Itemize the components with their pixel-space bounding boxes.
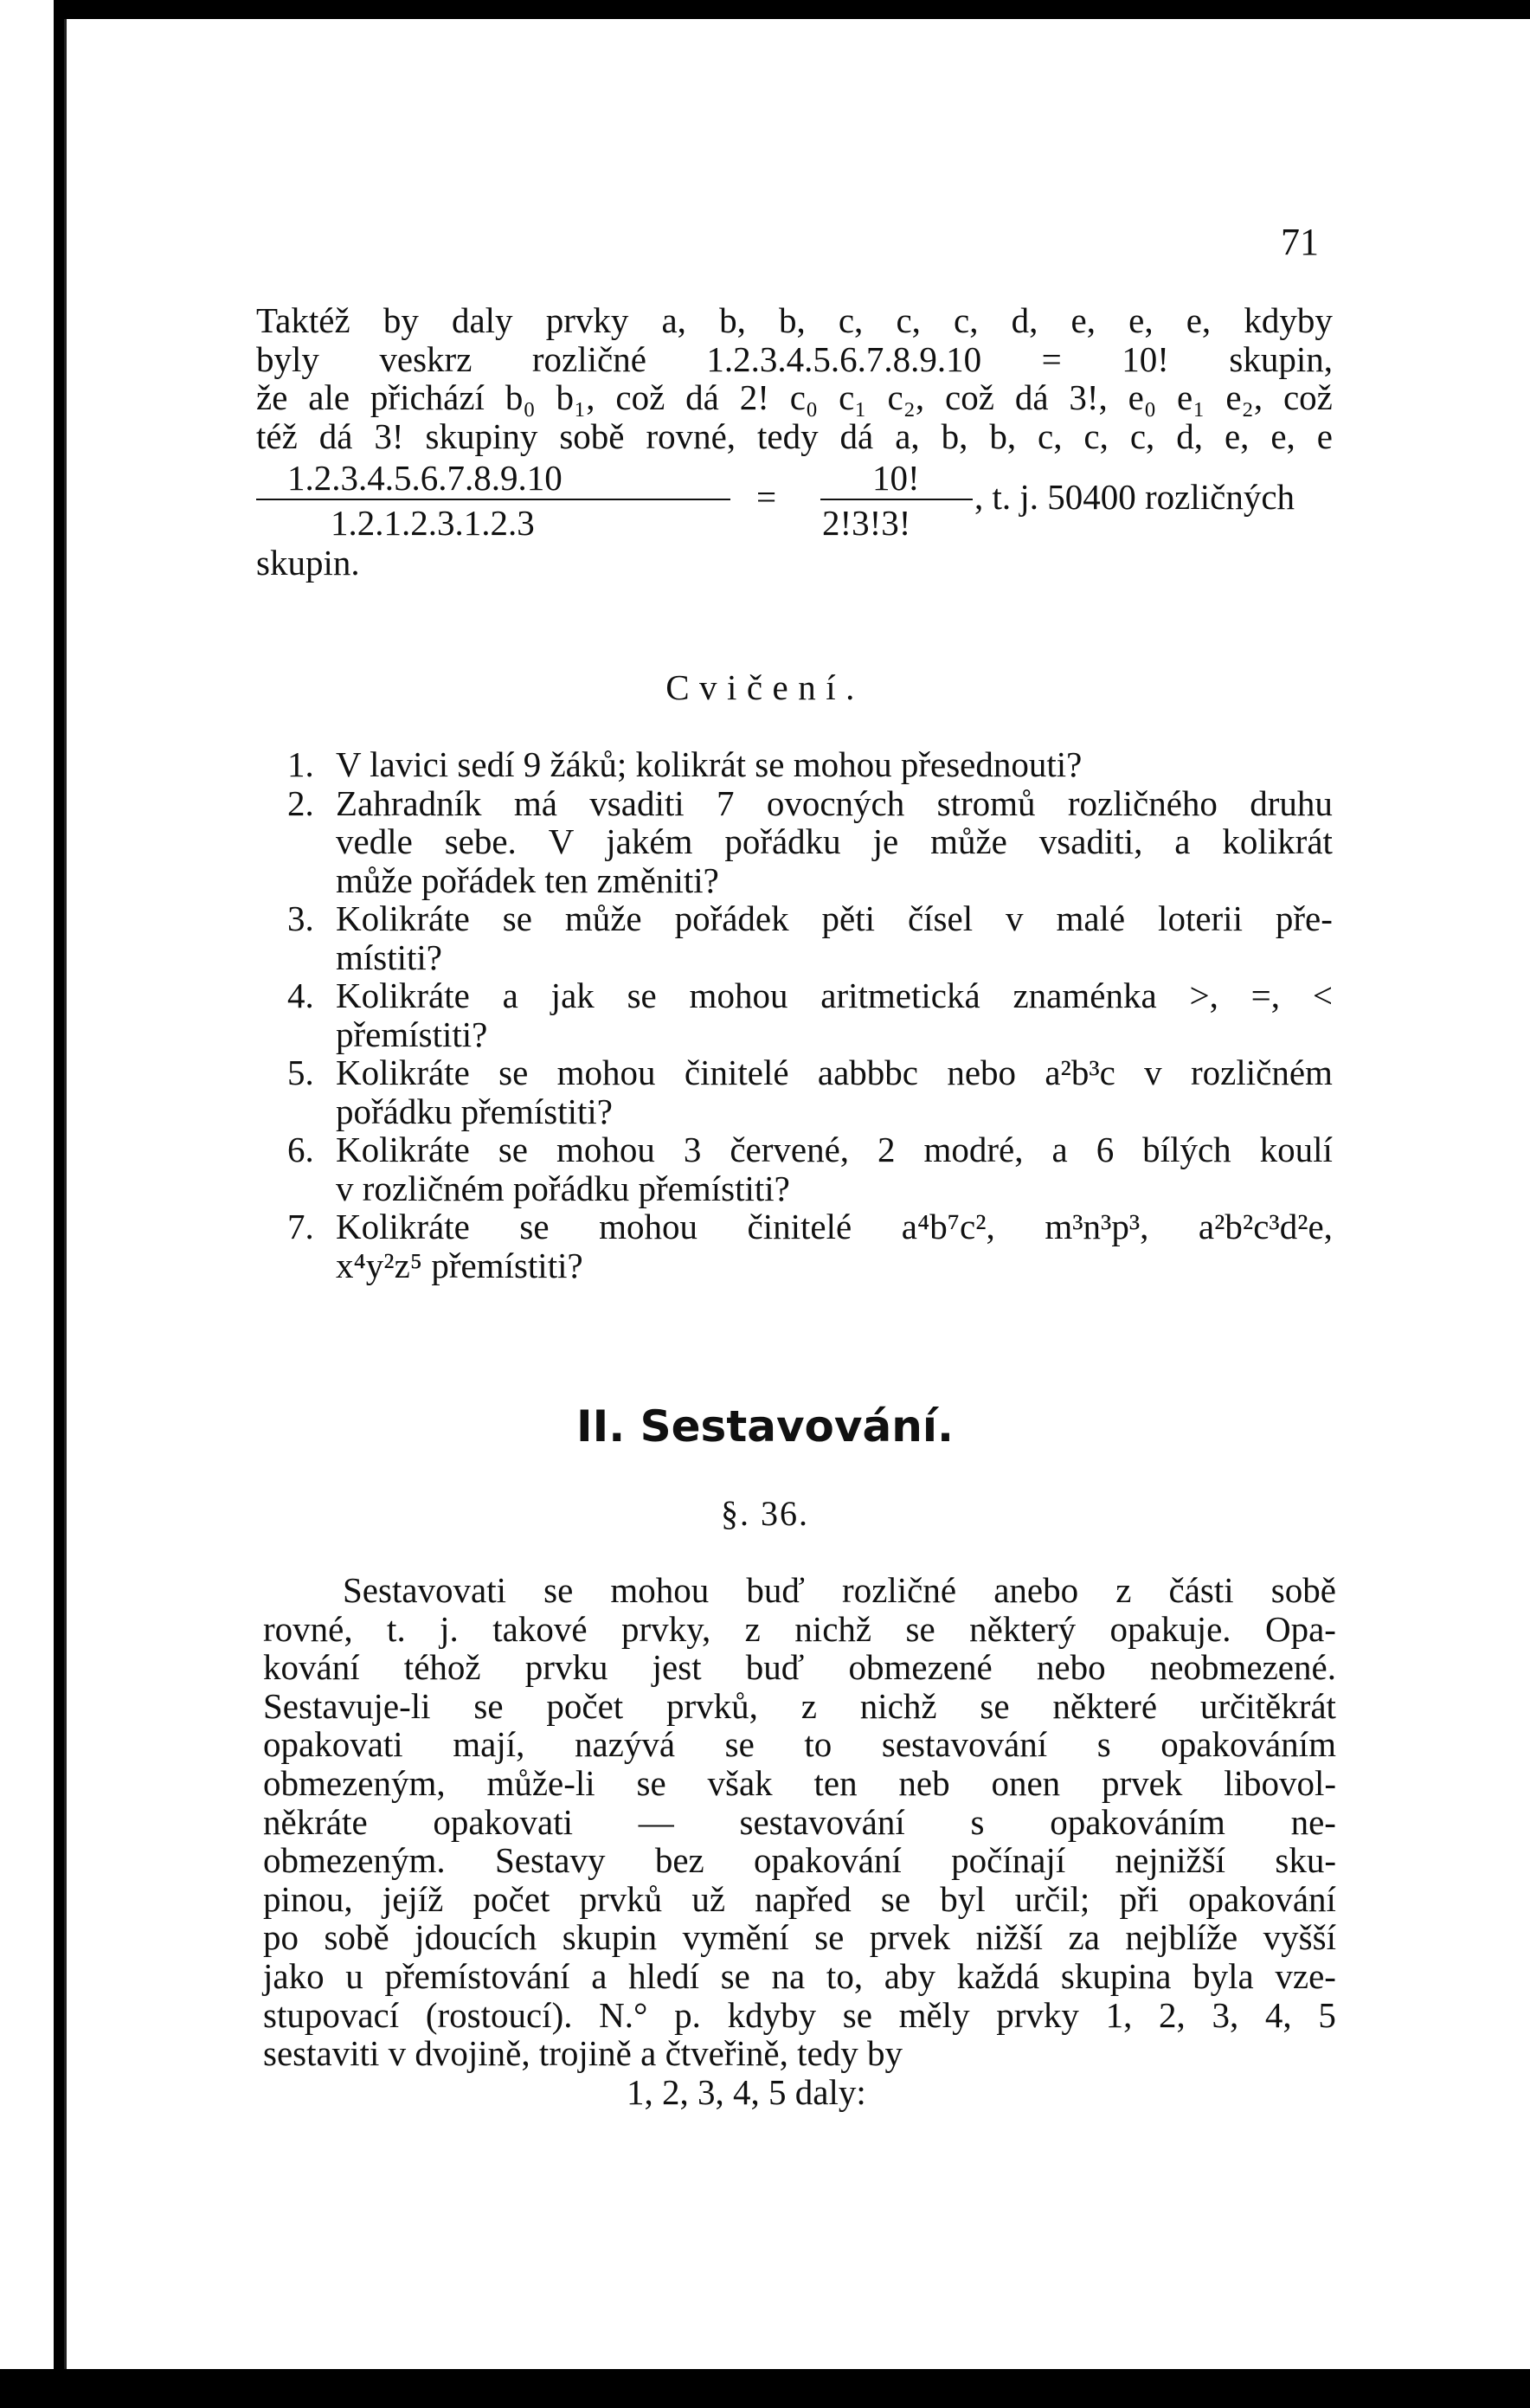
- body-line-3: kování téhož prvku jest buď obmezené nebo neobmezené.: [263, 1647, 1336, 1688]
- scan-border-top: [0, 0, 1530, 19]
- exercise-line: přemístiti?: [336, 1014, 488, 1054]
- intro-line-2: byly veskrz rozličné 1.2.3.4.5.6.7.8.9.10 = 10! skupin,: [256, 338, 1333, 379]
- exercise-number: 2.: [287, 782, 314, 823]
- body-line-12: stupovací (rostoucí). N.° p. kdyby se měly prvky 1, 2, 3, 4, 5: [263, 1994, 1336, 2035]
- body-line-2: rovné, t. j. takové prvky, z nichž se některý opakuje. Opa-: [263, 1608, 1336, 1649]
- body-line-10: po sobě jdoucích skupin vymění se prvek nižší za nejblíže vyšší: [263, 1917, 1336, 1958]
- section-title: II. Sestavování.: [576, 1401, 954, 1452]
- exercise-number: 3.: [287, 898, 314, 938]
- exercise-number: 5.: [287, 1053, 314, 1092]
- exercise-line: Kolikráte se mohou činitelé a⁴b⁷c², m³n³p³, a²b²c³d²e,: [336, 1207, 1333, 1246]
- exercise-line: může pořádek ten změniti?: [336, 860, 719, 900]
- intro-line-last: skupin.: [256, 543, 360, 583]
- exercise-line: vedle sebe. V jakém pořádku je může vsaditi, a kolikrát: [336, 821, 1333, 861]
- intro-last-line: [256, 544, 1333, 583]
- intro-line-4: též dá 3! skupiny sobě rovné, tedy dá a, b, b, c, c, c, d, e, e, e: [256, 415, 1333, 456]
- body-line-1: Sestavovati se mohou buď rozličné anebo z části sobě: [343, 1570, 1336, 1610]
- exercise-line: Kolikráte a jak se mohou aritmetická znaménka >, =, <: [336, 975, 1333, 1015]
- scan-border-left: [0, 0, 64, 2408]
- fraction-tail: , t. j. 50400 rozličných: [974, 477, 1295, 517]
- equals-sign: =: [756, 477, 777, 517]
- scan-border-bottom: [0, 2369, 1530, 2408]
- fraction-equation: [256, 457, 1333, 543]
- body-line-5: opakovati mají, nazývá se to sestavování s opakováním: [263, 1724, 1336, 1765]
- body-paragraph: [263, 1571, 1336, 2111]
- fraction-right-bar: [820, 499, 973, 500]
- exercise-line: pořádku přemístiti?: [336, 1091, 613, 1131]
- body-line-11: jako u přemístování a hledí se na to, aby každá skupina byla vze-: [263, 1955, 1336, 1996]
- exercise-item-3: [256, 898, 1333, 975]
- exercise-item-1: [256, 744, 1333, 783]
- body-line-8: obmezeným. Sestavy bez opakování počínají nejnižší sku-: [263, 1840, 1336, 1881]
- intro-line-1: Taktéž by daly prvky a, b, b, c, c, c, d, e, e, e, kdyby: [256, 300, 1333, 340]
- exercise-line: místiti?: [336, 937, 442, 977]
- exercise-line: x⁴y²z⁵ přemístiti?: [336, 1245, 583, 1285]
- fraction-left-numerator: 1.2.3.4.5.6.7.8.9.10: [287, 458, 562, 498]
- exercise-item-7: [256, 1207, 1333, 1284]
- exercise-number: 7.: [287, 1207, 314, 1246]
- body-line-last: 1, 2, 3, 4, 5 daly:: [627, 2071, 866, 2112]
- exercise-line: Kolikráte se mohou 3 červené, 2 modré, a 6 bílých koulí: [336, 1130, 1333, 1169]
- intro-paragraph: [256, 301, 1333, 455]
- exercise-item-5: [256, 1053, 1333, 1130]
- exercise-item-2: [256, 783, 1333, 899]
- body-line-9: pinou, jejíž počet prvků už napřed se byl určil; při opakování: [263, 1878, 1336, 1919]
- fraction-right-denominator: 2!3!3!: [822, 503, 911, 543]
- exercise-item-6: [256, 1130, 1333, 1207]
- exercise-number: 1.: [287, 744, 314, 784]
- body-line-4: Sestavuje-li se počet prvků, z nichž se některé určitěkrát: [263, 1685, 1336, 1726]
- intro-line-3: že ale přichází b₀ b₁, což dá 2! c₀ c₁ c₂, což dá 3!, e₀ e₁ e₂, což: [256, 377, 1333, 417]
- exercise-line: Zahradník má vsaditi 7 ovocných stromů rozličného druhu: [336, 782, 1333, 823]
- exercise-item-4: [256, 975, 1333, 1053]
- body-line-7: někráte opakovati — sestavování s opakováním ne-: [263, 1801, 1336, 1842]
- exercise-number: 4.: [287, 975, 314, 1015]
- body-line-6: obmezeným, může-li se však ten neb onen prvek libovol-: [263, 1762, 1336, 1803]
- exercise-list: [256, 744, 1333, 1284]
- exercises-title: Cvičení.: [665, 667, 865, 707]
- exercise-number: 6.: [287, 1130, 314, 1169]
- exercise-line: V lavici sedí 9 žáků; kolikrát se mohou přesednouti?: [336, 744, 1083, 784]
- exercise-line: Kolikráte se mohou činitelé aabbbc nebo a²b³c v rozličném: [336, 1053, 1333, 1092]
- fraction-right-numerator: 10!: [872, 458, 920, 498]
- page-number: 71: [1281, 221, 1319, 263]
- exercise-line: Kolikráte se může pořádek pěti čísel v malé loterii pře-: [336, 898, 1333, 938]
- fraction-left-bar: [256, 499, 730, 500]
- body-line-13: sestaviti v dvojině, trojině a čtveřině, tedy by: [263, 2033, 903, 2074]
- exercise-line: v rozličném pořádku přemístiti?: [336, 1168, 790, 1208]
- fraction-left-denominator: 1.2.1.2.3.1.2.3: [331, 503, 535, 543]
- paragraph-mark: §. 36.: [721, 1494, 809, 1533]
